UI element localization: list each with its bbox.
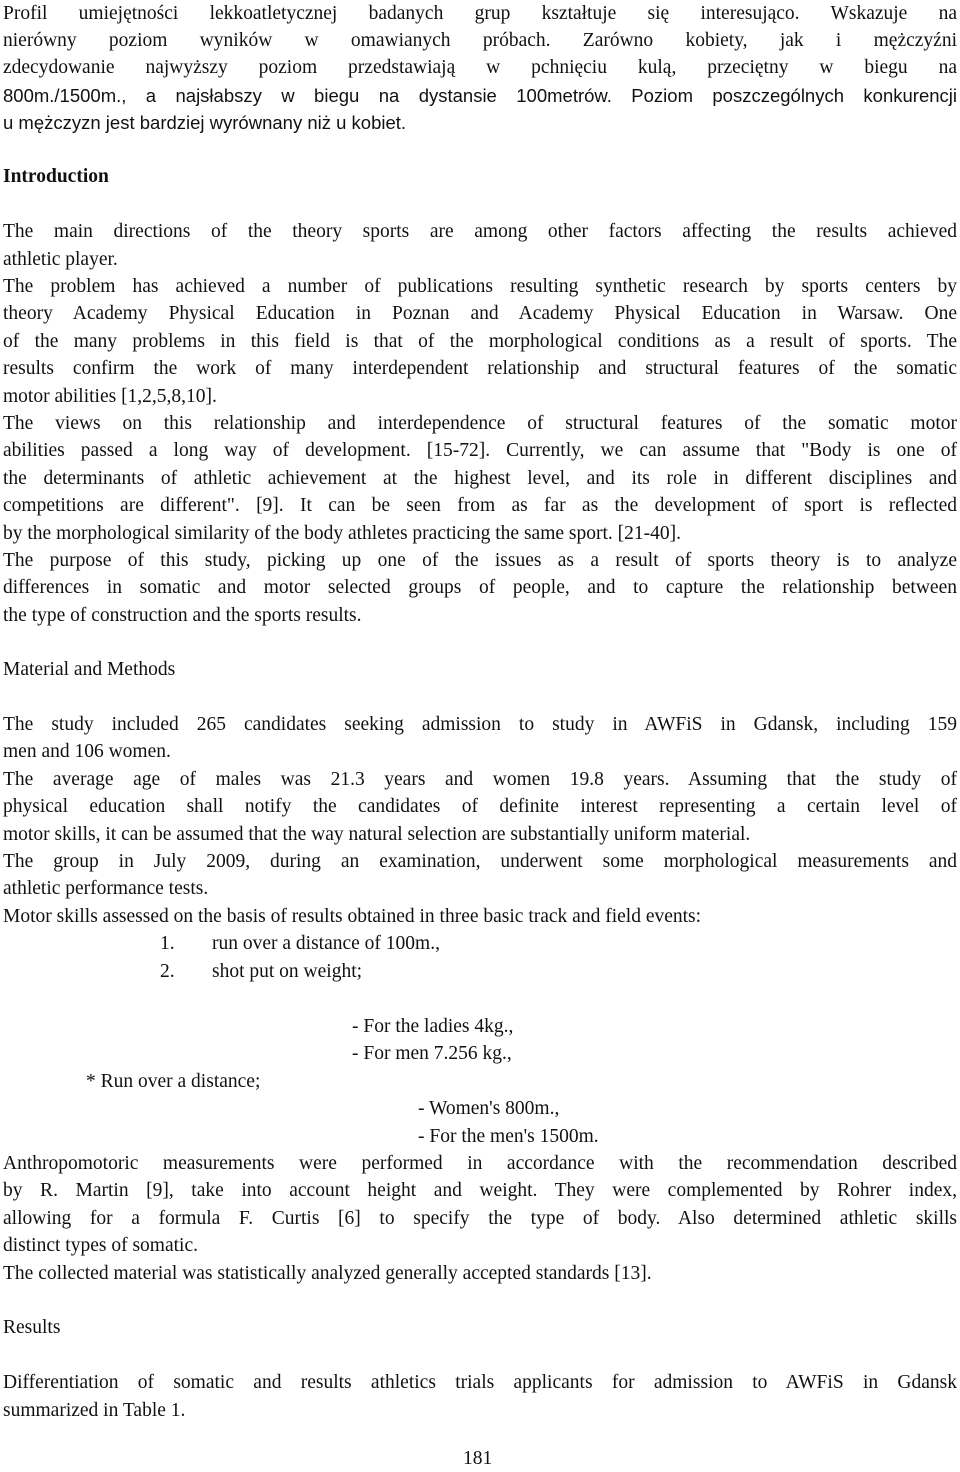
distance-item: - Women's 800m., [418, 1098, 560, 1119]
body-line: athletic player. [3, 249, 118, 270]
body-line: the type of construction and the sports results. [3, 605, 362, 626]
body-line: The problem has achieved a number of publications resulting synthetic research by sports centers by [3, 276, 957, 297]
list-text: shot put on weight; [212, 961, 363, 982]
body-line: The collected material was statistically analyzed generally accepted standards [13]. [3, 1263, 652, 1284]
body-line: differences in somatic and motor selected groups of people, and to capture the relationship between [3, 577, 957, 598]
body-line: motor skills, it can be assumed that the way natural selection are substantially uniform material. [3, 824, 751, 845]
body-line: results confirm the work of many interdependent relationship and structural features of the somatic [3, 358, 957, 379]
body-line: summarized in Table 1. [3, 1400, 186, 1421]
body-line: competitions are different". [9]. It can be seen from as far as the development of sport is reflected [3, 495, 957, 516]
body-line: Differentiation of somatic and results athletics trials applicants for admission to AWFiS in Gdansk [3, 1372, 957, 1393]
body-line: The average age of males was 21.3 years and women 19.8 years. Assuming that the study of [3, 769, 957, 790]
weight-item: - For men 7.256 kg., [352, 1043, 512, 1064]
body-line: The main directions of the theory sports are among other factors affecting the results achieved [3, 221, 957, 242]
body-line: motor abilities [1,2,5,8,10]. [3, 386, 217, 407]
polish-paragraph-line: u mężczyzn jest bardziej wyrównany niż u kobiet. [3, 112, 407, 133]
polish-paragraph-line: 800m./1500m., a najsłabszy w biegu na dystansie 100metrów. Poziom poszczególnych konkurencji [3, 85, 957, 106]
body-line: by the morphological similarity of the body athletes practicing the same sport. [21-40]. [3, 523, 681, 544]
body-line: The views on this relationship and interdependence of structural features of the somatic motor [3, 413, 957, 434]
body-line: The purpose of this study, picking up one of the issues as a result of sports theory is to analyze [3, 550, 957, 571]
polish-paragraph-line: zdecydowanie najwyższy poziom przedstawiają w pchnięciu kulą, przeciętny w biegu na [3, 57, 957, 78]
polish-paragraph-line: Profil umiejętności lekkoatletycznej badanych grup kształtuje się interesująco. Wskazuje na [3, 3, 957, 24]
weight-item: - For the ladies 4kg., [352, 1016, 514, 1037]
run-label: * Run over a distance; [86, 1071, 261, 1092]
body-line: athletic performance tests. [3, 878, 209, 899]
body-line: theory Academy Physical Education in Poznan and Academy Physical Education in Warsaw. One [3, 303, 957, 324]
body-line: by R. Martin [9], take into account height and weight. They were complemented by Rohrer index, [3, 1180, 957, 1201]
polish-paragraph-line: nierówny poziom wyników w omawianych próbach. Zarówno kobiety, jak i mężczyźni [3, 30, 957, 51]
body-line: The study included 265 candidates seeking admission to study in AWFiS in Gdansk, including 159 [3, 714, 957, 735]
body-line: abilities passed a long way of development. [15-72]. Currently, we can assume that "Body is one of [3, 440, 957, 461]
list-item [160, 958, 362, 985]
body-line: allowing for a formula F. Curtis [6] to specify the type of body. Also determined athletic skills [3, 1208, 957, 1229]
list-item [160, 930, 440, 957]
distance-item: - For the men's 1500m. [418, 1126, 599, 1147]
body-line: Motor skills assessed on the basis of results obtained in three basic track and field events: [3, 906, 702, 927]
results-heading: Results [3, 1317, 61, 1338]
methods-heading: Material and Methods [3, 659, 176, 680]
body-line: the determinants of athletic achievement at the highest level, and its role in different disciplines and [3, 468, 957, 489]
body-line: physical education shall notify the candidates of definite interest representing a certain level of [3, 796, 957, 817]
body-line: The group in July 2009, during an examination, underwent some morphological measurements and [3, 851, 957, 872]
list-text: run over a distance of 100m., [212, 933, 440, 954]
body-line: distinct types of somatic. [3, 1235, 198, 1256]
introduction-heading: Introduction [3, 166, 109, 187]
body-line: Anthropomotoric measurements were performed in accordance with the recommendation described [3, 1153, 957, 1174]
list-number: 2. [160, 961, 175, 982]
page-number: 181 [463, 1448, 493, 1469]
body-line: of the many problems in this field is that of the morphological conditions as a result of sports. The [3, 331, 957, 352]
list-number: 1. [160, 933, 175, 954]
body-line: men and 106 women. [3, 741, 171, 762]
